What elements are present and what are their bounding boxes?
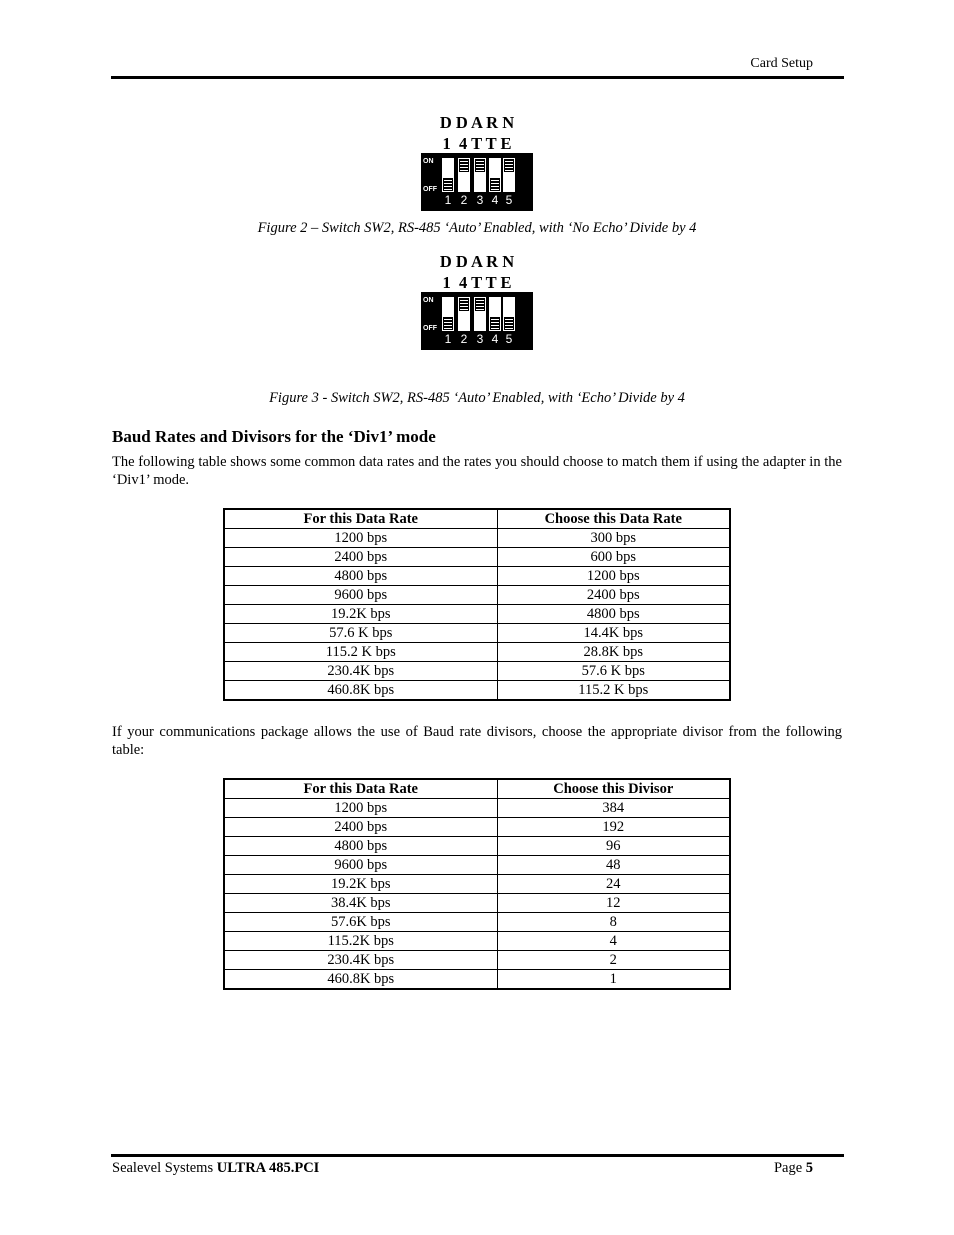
switch-number-2: 2 bbox=[460, 332, 468, 346]
switch-knob bbox=[443, 317, 453, 330]
figure2-labels-row2: 1 4 T T E bbox=[442, 134, 512, 153]
switch-knob bbox=[504, 159, 514, 172]
table-cell: 2 bbox=[497, 951, 730, 970]
table-cell: 57.6 K bps bbox=[224, 624, 497, 643]
table-cell: 115.2K bps bbox=[224, 932, 497, 951]
footer-rule bbox=[111, 1154, 844, 1157]
table-cell: 115.2 K bps bbox=[224, 643, 497, 662]
divisor-table-body bbox=[224, 799, 730, 990]
switch-knob bbox=[504, 317, 514, 330]
switch-number-2: 2 bbox=[460, 193, 468, 207]
table-cell: 96 bbox=[497, 837, 730, 856]
table-row bbox=[224, 529, 730, 548]
figure3-caption: Figure 3 - Switch SW2, RS-485 ‘Auto’ Enabled, with ‘Echo’ Divide by 4 bbox=[269, 390, 685, 406]
column-header: Choose this Data Rate bbox=[497, 509, 730, 529]
switch-2 bbox=[458, 297, 470, 331]
switch-number-4: 4 bbox=[491, 332, 499, 346]
figure3-switch-labels bbox=[367, 251, 587, 293]
figure3-labels-row2: 1 4 T T E bbox=[442, 273, 512, 292]
table-row bbox=[224, 913, 730, 932]
switch-3 bbox=[474, 297, 486, 331]
table-row bbox=[224, 586, 730, 605]
figure3-labels-row1: D D A R N bbox=[439, 252, 515, 271]
table-cell: 115.2 K bps bbox=[497, 681, 730, 701]
table-row bbox=[224, 951, 730, 970]
table-row bbox=[224, 643, 730, 662]
table-row bbox=[224, 837, 730, 856]
table-row bbox=[224, 548, 730, 567]
table-row bbox=[224, 875, 730, 894]
divisor-table bbox=[223, 778, 731, 990]
table-row bbox=[224, 662, 730, 681]
off-label: OFF bbox=[423, 325, 437, 332]
data-rate-table bbox=[223, 508, 731, 701]
switch-knob bbox=[459, 159, 469, 172]
switch-5 bbox=[503, 158, 515, 192]
section-heading: Baud Rates and Divisors for the ‘Div1’ mode bbox=[112, 427, 436, 446]
column-header: For this Data Rate bbox=[224, 509, 497, 529]
switch-knob bbox=[475, 298, 485, 311]
on-label: ON bbox=[423, 158, 434, 165]
table-cell: 8 bbox=[497, 913, 730, 932]
column-header: Choose this Divisor bbox=[497, 779, 730, 799]
header-rule bbox=[111, 76, 844, 79]
switch-1 bbox=[442, 158, 454, 192]
table-cell: 460.8K bps bbox=[224, 970, 497, 990]
table-header-row bbox=[224, 779, 730, 799]
table-cell: 384 bbox=[497, 799, 730, 818]
table-cell: 9600 bps bbox=[224, 856, 497, 875]
figure3-dip-switch bbox=[421, 292, 533, 350]
table-row bbox=[224, 856, 730, 875]
switch-number-4: 4 bbox=[491, 193, 499, 207]
switch-number-5: 5 bbox=[505, 193, 513, 207]
table-row bbox=[224, 799, 730, 818]
footer-page bbox=[774, 1160, 813, 1177]
switch-knob bbox=[490, 317, 500, 330]
table-row bbox=[224, 567, 730, 586]
table-cell: 230.4K bps bbox=[224, 951, 497, 970]
table-cell: 2400 bps bbox=[497, 586, 730, 605]
switch-number-1: 1 bbox=[444, 332, 452, 346]
figure2-labels-row1: D D A R N bbox=[439, 113, 515, 132]
table-cell: 460.8K bps bbox=[224, 681, 497, 701]
off-label: OFF bbox=[423, 186, 437, 193]
table-row bbox=[224, 818, 730, 837]
switch-2 bbox=[458, 158, 470, 192]
table-row bbox=[224, 932, 730, 951]
table-cell: 2400 bps bbox=[224, 818, 497, 837]
footer-product: ULTRA 485.PCI bbox=[216, 1160, 320, 1176]
table-cell: 14.4K bps bbox=[497, 624, 730, 643]
table-cell: 19.2K bps bbox=[224, 875, 497, 894]
table-cell: 300 bps bbox=[497, 529, 730, 548]
table-row bbox=[224, 970, 730, 990]
table-cell: 28.8K bps bbox=[497, 643, 730, 662]
table-cell: 57.6 K bps bbox=[497, 662, 730, 681]
switch-3 bbox=[474, 158, 486, 192]
table-row bbox=[224, 624, 730, 643]
switch-4 bbox=[489, 297, 501, 331]
table-header-row bbox=[224, 509, 730, 529]
table-cell: 1200 bps bbox=[497, 567, 730, 586]
switch-knob bbox=[459, 298, 469, 311]
table-cell: 9600 bps bbox=[224, 586, 497, 605]
switch-4 bbox=[489, 158, 501, 192]
data-rate-table-body bbox=[224, 529, 730, 701]
table-cell: 12 bbox=[497, 894, 730, 913]
switch-number-3: 3 bbox=[476, 193, 484, 207]
table-cell: 57.6K bps bbox=[224, 913, 497, 932]
switch-knob bbox=[490, 178, 500, 191]
table-cell: 4800 bps bbox=[224, 567, 497, 586]
table-cell: 1 bbox=[497, 970, 730, 990]
switch-5 bbox=[503, 297, 515, 331]
table-cell: 192 bbox=[497, 818, 730, 837]
column-header: For this Data Rate bbox=[224, 779, 497, 799]
footer-page-number: 5 bbox=[805, 1160, 813, 1176]
table-cell: 38.4K bps bbox=[224, 894, 497, 913]
switch-number-1: 1 bbox=[444, 193, 452, 207]
running-header: Card Setup bbox=[750, 56, 813, 71]
rates-intro-paragraph: The following table shows some common data rates and the rates you should choose to match them if using the adapter in the ‘Div1’ mode. bbox=[112, 454, 842, 488]
switch-1 bbox=[442, 297, 454, 331]
switch-knob bbox=[443, 178, 453, 191]
table-row bbox=[224, 894, 730, 913]
table-row bbox=[224, 605, 730, 624]
footer-page-label: Page bbox=[773, 1160, 803, 1176]
table-cell: 4800 bps bbox=[224, 837, 497, 856]
table-cell: 4800 bps bbox=[497, 605, 730, 624]
table-cell: 1200 bps bbox=[224, 799, 497, 818]
switch-number-3: 3 bbox=[476, 332, 484, 346]
table-cell: 1200 bps bbox=[224, 529, 497, 548]
figure2-switch-labels bbox=[367, 112, 587, 154]
table-cell: 2400 bps bbox=[224, 548, 497, 567]
figure2-caption: Figure 2 – Switch SW2, RS-485 ‘Auto’ Enabled, with ‘No Echo’ Divide by 4 bbox=[257, 220, 697, 236]
table-cell: 48 bbox=[497, 856, 730, 875]
figure2-dip-switch bbox=[421, 153, 533, 211]
footer-left bbox=[112, 1160, 319, 1177]
footer-company: Sealevel Systems bbox=[112, 1160, 214, 1176]
switch-number-5: 5 bbox=[505, 332, 513, 346]
switch-knob bbox=[475, 159, 485, 172]
divisor-intro-paragraph: If your communications package allows the use of Baud rate divisors, choose the appropriate divisor from the following table: bbox=[112, 724, 842, 758]
table-row bbox=[224, 681, 730, 701]
table-cell: 4 bbox=[497, 932, 730, 951]
on-label: ON bbox=[423, 297, 434, 304]
table-cell: 600 bps bbox=[497, 548, 730, 567]
table-cell: 19.2K bps bbox=[224, 605, 497, 624]
table-cell: 230.4K bps bbox=[224, 662, 497, 681]
table-cell: 24 bbox=[497, 875, 730, 894]
